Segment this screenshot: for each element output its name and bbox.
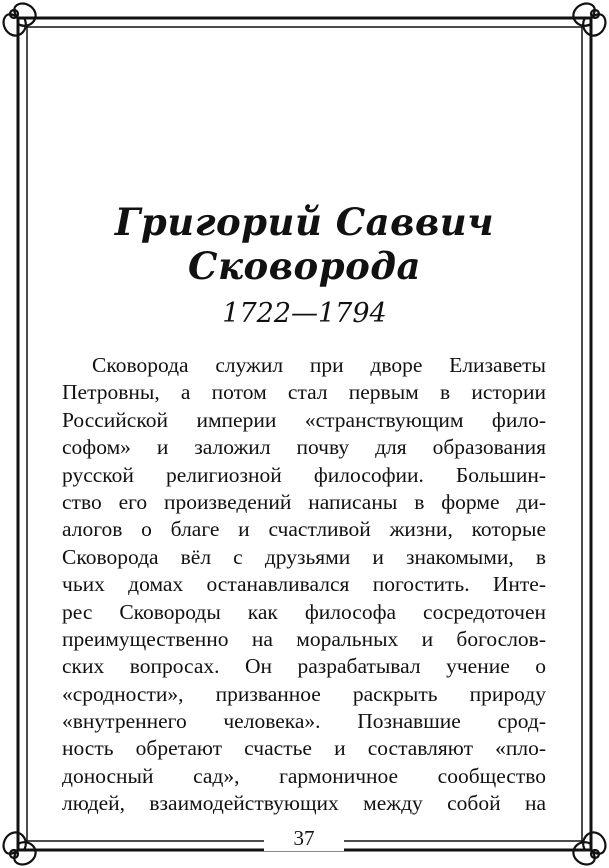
body-line: Сковорода служил при дворе Елизаветы — [92, 353, 546, 377]
body-line: ских вопросах. Он разрабатывал учение о — [62, 654, 546, 679]
body-line: русской религиозной философии. Большин- — [62, 462, 546, 487]
body-line: алогов о благе и счастливой жизни, которые — [62, 517, 546, 542]
corner-ornament-top-right — [573, 4, 605, 36]
body-line: Петровны, а потом стал первым в истории — [62, 380, 546, 405]
body-line: «сродности», призванное раскрыть природу — [62, 681, 546, 706]
body-line: Сковорода вёл с друзьями и знакомыми, в — [62, 544, 546, 569]
heading-name-line-2: Сковорода — [188, 244, 421, 288]
body-line: доносный сад», гармоничное сообщество — [62, 763, 546, 788]
corner-ornament-top-left — [4, 4, 36, 36]
body-line: ность обретают счастье и составляют «пло- — [62, 736, 546, 761]
body-line: чьих домах останавливался погостить. Инте- — [62, 572, 546, 597]
body-paragraph — [62, 352, 546, 818]
heading-years: 1722—1794 — [222, 298, 387, 329]
corner-ornament-bottom-left — [4, 832, 36, 864]
body-line: Российской империи «странствующим фило- — [62, 407, 546, 432]
body-line: преимущественно на моральных и богослов- — [62, 626, 546, 651]
body-line: рес Сковороды как философа сосредоточен — [62, 599, 546, 624]
body-line: людей, взаимодействующих между собой на — [62, 791, 546, 816]
heading-name-line-1: Григорий Саввич — [114, 200, 495, 244]
body-line: «внутреннего человека». Познавшие срод- — [62, 709, 546, 734]
body-line: софом» и заложил почву для образования — [62, 435, 546, 460]
page-number: 37 — [264, 826, 344, 851]
corner-ornament-bottom-right — [573, 832, 605, 864]
body-line: ство его произведений написаны в форме ди- — [62, 489, 546, 514]
